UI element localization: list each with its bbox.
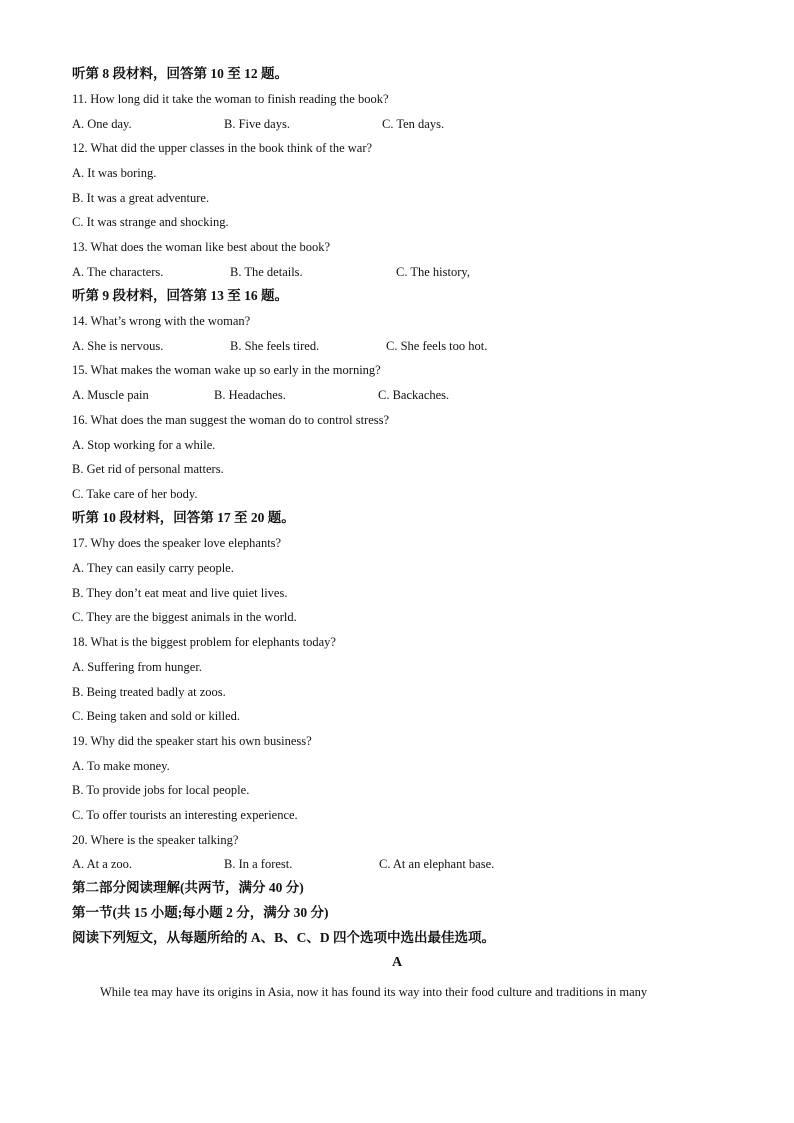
option-c: C. Backaches. (378, 388, 450, 402)
option-c: C. Being taken and sold or killed. (72, 709, 241, 723)
question-text: 11. How long did it take the woman to finish reading the book? (72, 92, 389, 106)
option-a: A. Muscle pain (72, 388, 149, 402)
question-text: 17. Why does the speaker love elephants? (72, 536, 282, 550)
section-heading: 听第 10 段材料，回答第 17 至 20 题。 (72, 510, 295, 525)
question-text: 20. Where is the speaker talking? (72, 833, 239, 847)
question-text: 16. What does the man suggest the woman do to control stress? (72, 413, 390, 427)
option-a: A. At a zoo. (72, 857, 133, 871)
option-c: C. To offer tourists an interesting experience. (72, 808, 298, 822)
option-a: A. The characters. (72, 265, 164, 279)
option-b: B. It was a great adventure. (72, 191, 210, 205)
option-b: B. She feels tired. (230, 339, 320, 353)
option-c: C. At an elephant base. (379, 857, 495, 871)
option-c: C. They are the biggest animals in the world. (72, 610, 297, 624)
option-a: A. Suffering from hunger. (72, 660, 202, 674)
section-heading: 听第 9 段材料，回答第 13 至 16 题。 (72, 288, 288, 303)
option-c: C. Take care of her body. (72, 487, 198, 501)
option-a: A. One day. (72, 117, 132, 131)
option-c: C. The history, (396, 265, 470, 279)
question-text: 14. What’s wrong with the woman? (72, 314, 251, 328)
option-a: A. They can easily carry people. (72, 561, 234, 575)
section-title: 第一节(共 15 小题;每小题 2 分，满分 30 分) (72, 905, 329, 920)
question-text: 18. What is the biggest problem for elephants today? (72, 635, 336, 649)
question-text: 15. What makes the woman wake up so early in the morning? (72, 363, 381, 377)
instructions: 阅读下列短文，从每题所给的 A、B、C、D 四个选项中选出最佳选项。 (72, 930, 496, 945)
option-a: A. To make money. (72, 759, 170, 773)
option-c: C. It was strange and shocking. (72, 215, 229, 229)
question-text: 13. What does the woman like best about the book? (72, 240, 331, 254)
option-b: B. In a forest. (224, 857, 293, 871)
passage-text: While tea may have its origins in Asia, now it has found its way into their food culture and traditions in many (100, 985, 648, 999)
question-text: 12. What did the upper classes in the book think of the war? (72, 141, 373, 155)
option-b: B. Get rid of personal matters. (72, 462, 224, 476)
passage-label: A (391, 955, 403, 970)
option-c: C. Ten days. (382, 117, 445, 131)
option-b: B. Five days. (224, 117, 290, 131)
option-a: A. Stop working for a while. (72, 438, 216, 452)
question-text: 19. Why did the speaker start his own business? (72, 734, 312, 748)
option-a: A. It was boring. (72, 166, 157, 180)
option-b: B. Headaches. (214, 388, 286, 402)
section-heading: 听第 8 段材料，回答第 10 至 12 题。 (72, 66, 288, 81)
option-b: B. They don’t eat meat and live quiet lives. (72, 586, 288, 600)
option-b: B. Being treated badly at zoos. (72, 685, 226, 699)
option-c: C. She feels too hot. (386, 339, 488, 353)
option-b: B. The details. (230, 265, 303, 279)
option-a: A. She is nervous. (72, 339, 164, 353)
part-title: 第二部分阅读理解(共两节，满分 40 分) (72, 880, 304, 895)
option-b: B. To provide jobs for local people. (72, 783, 250, 797)
